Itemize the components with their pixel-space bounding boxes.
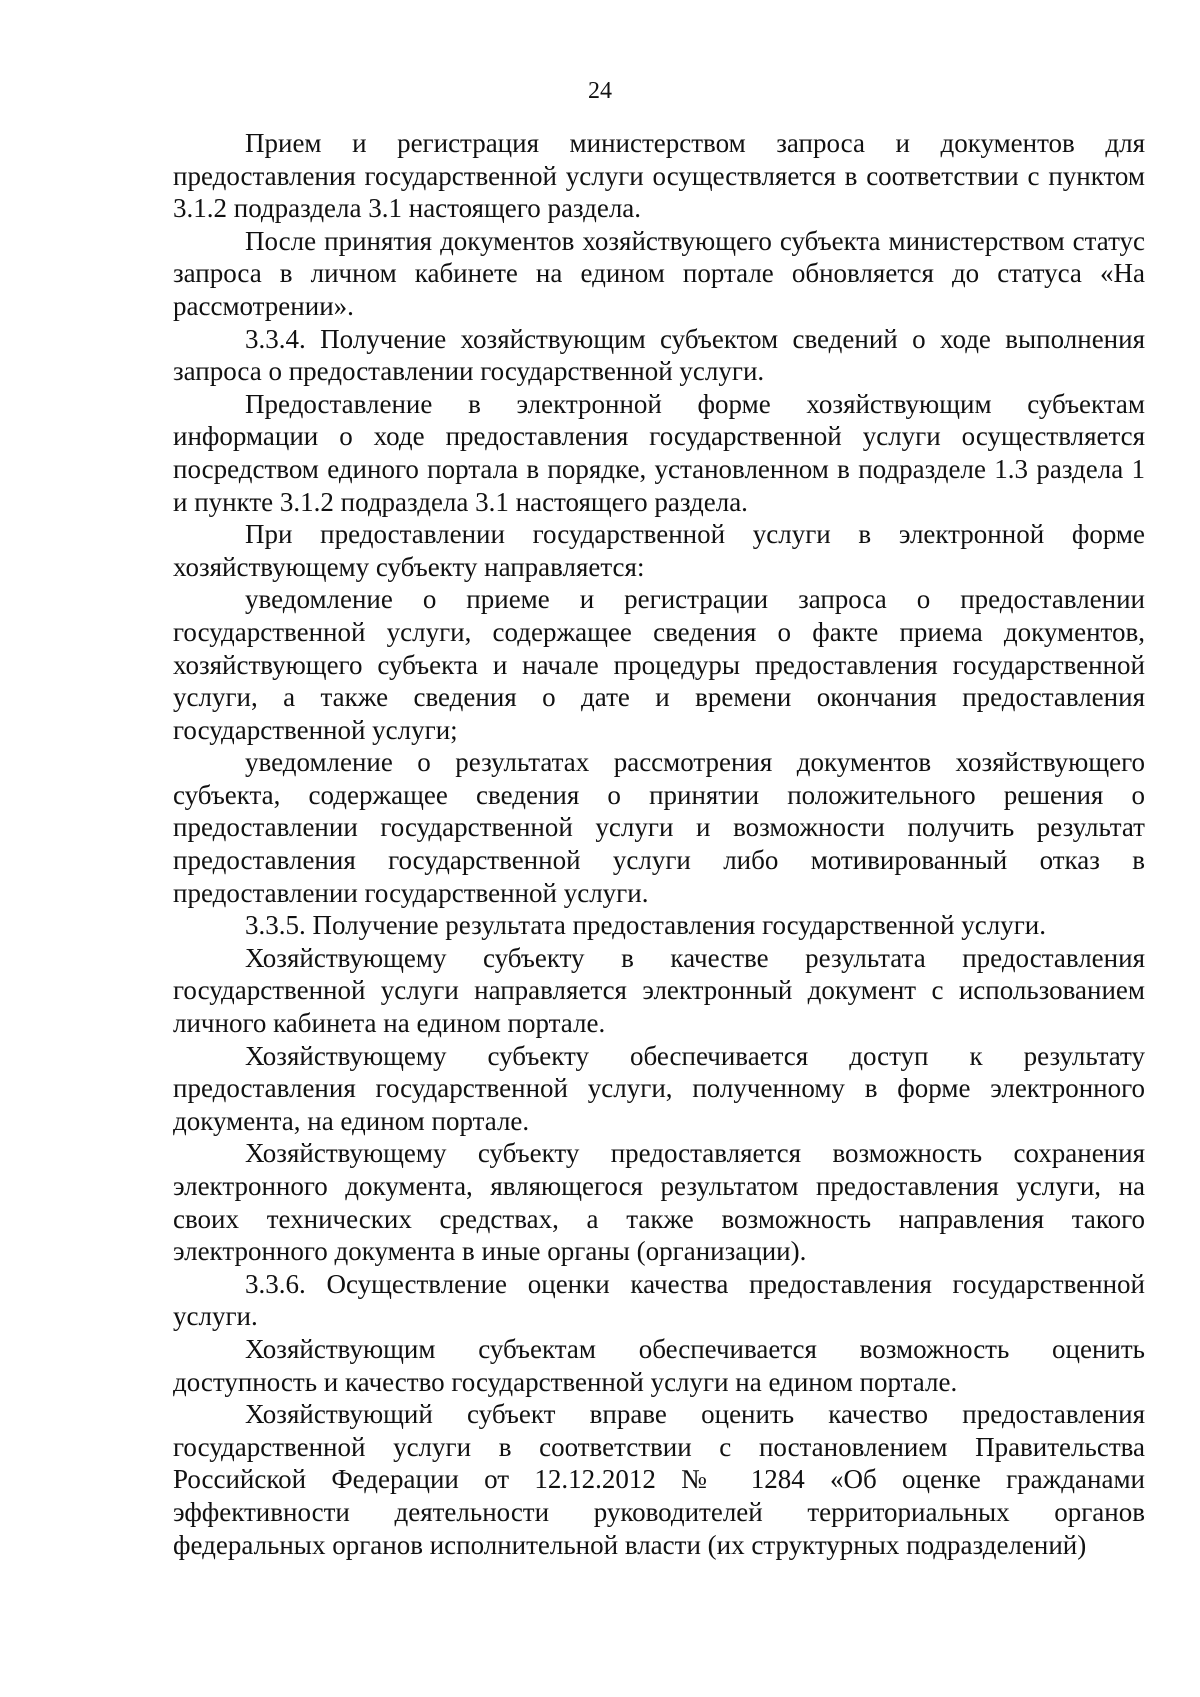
paragraph: уведомление о результатах рассмотрения документов хозяйствующего субъекта, содержащее сведения о принятии положительного решения о предоставлении государственной услуги и возможности получить результат предоставления государственной услуги либо мотивированный отказ в предоставлении государственной услуги. [173,747,1145,908]
paragraph: уведомление о приеме и регистрации запроса о предоставлении государственной услуги, содержащее сведения о факте приема документов, хозяйствующего субъекта и начале процедуры предоставления государственной услуги, а также сведения о дате и времени окончания предоставления государственной услуги; [173,584,1145,745]
body-text [173,127,1145,1561]
paragraph: 3.3.6. Осуществление оценки качества предоставления государственной услуги. [173,1268,1145,1332]
paragraph: Хозяйствующему субъекту предоставляется возможность сохранения электронного документа, являющегося результатом предоставления услуги, на своих технических средствах, а также возможность направления такого электронного документа в иные органы (организации). [173,1138,1145,1267]
paragraph: Хозяйствующий субъект вправе оценить качество предоставления государственной услуги в соответствии с постановлением Правительства Российской Федерации от 12.12.2012 № 1284 «Об оценке гражданами эффективности деятельности руководителей территориальных органов федеральных органов исполнительной власти (их структурных подразделений) [173,1399,1145,1560]
paragraph: Хозяйствующему субъекту обеспечивается доступ к результату предоставления государственной услуги, полученному в форме электронного документа, на едином портале. [173,1040,1145,1136]
paragraph: Хозяйствующему субъекту в качестве результата предоставления государственной услуги направляется электронный документ с использованием личного кабинета на едином портале. [173,942,1145,1039]
paragraph: 3.3.4. Получение хозяйствующим субъектом сведений о ходе выполнения запроса о предоставлении государственной услуги. [173,323,1145,387]
paragraph: Прием и регистрация министерством запроса и документов для предоставления государственной услуги осуществляется в соответствии с пунктом 3.1.2 подраздела 3.1 настоящего раздела. [173,128,1145,224]
paragraph: Хозяйствующим субъектам обеспечивается возможность оценить доступность и качество государственной услуги на едином портале. [173,1333,1145,1397]
paragraph: 3.3.5. Получение результата предоставления государственной услуги. [245,910,1046,941]
paragraph: При предоставлении государственной услуги в электронной форме хозяйствующему субъекту направляется: [173,519,1145,582]
paragraph: После принятия документов хозяйствующего субъекта министерством статус запроса в личном кабинете на едином портале обновляется до статуса «На рассмотрении». [173,225,1145,321]
page-number: 24 [588,78,612,104]
paragraph: Предоставление в электронной форме хозяйствующим субъектам информации о ходе предоставления государственной услуги осуществляется посредством единого портала в порядке, установленном в подразделе 1.3 раздела 1 и пункте 3.1.2 подраздела 3.1 настоящего раздела. [173,388,1145,517]
